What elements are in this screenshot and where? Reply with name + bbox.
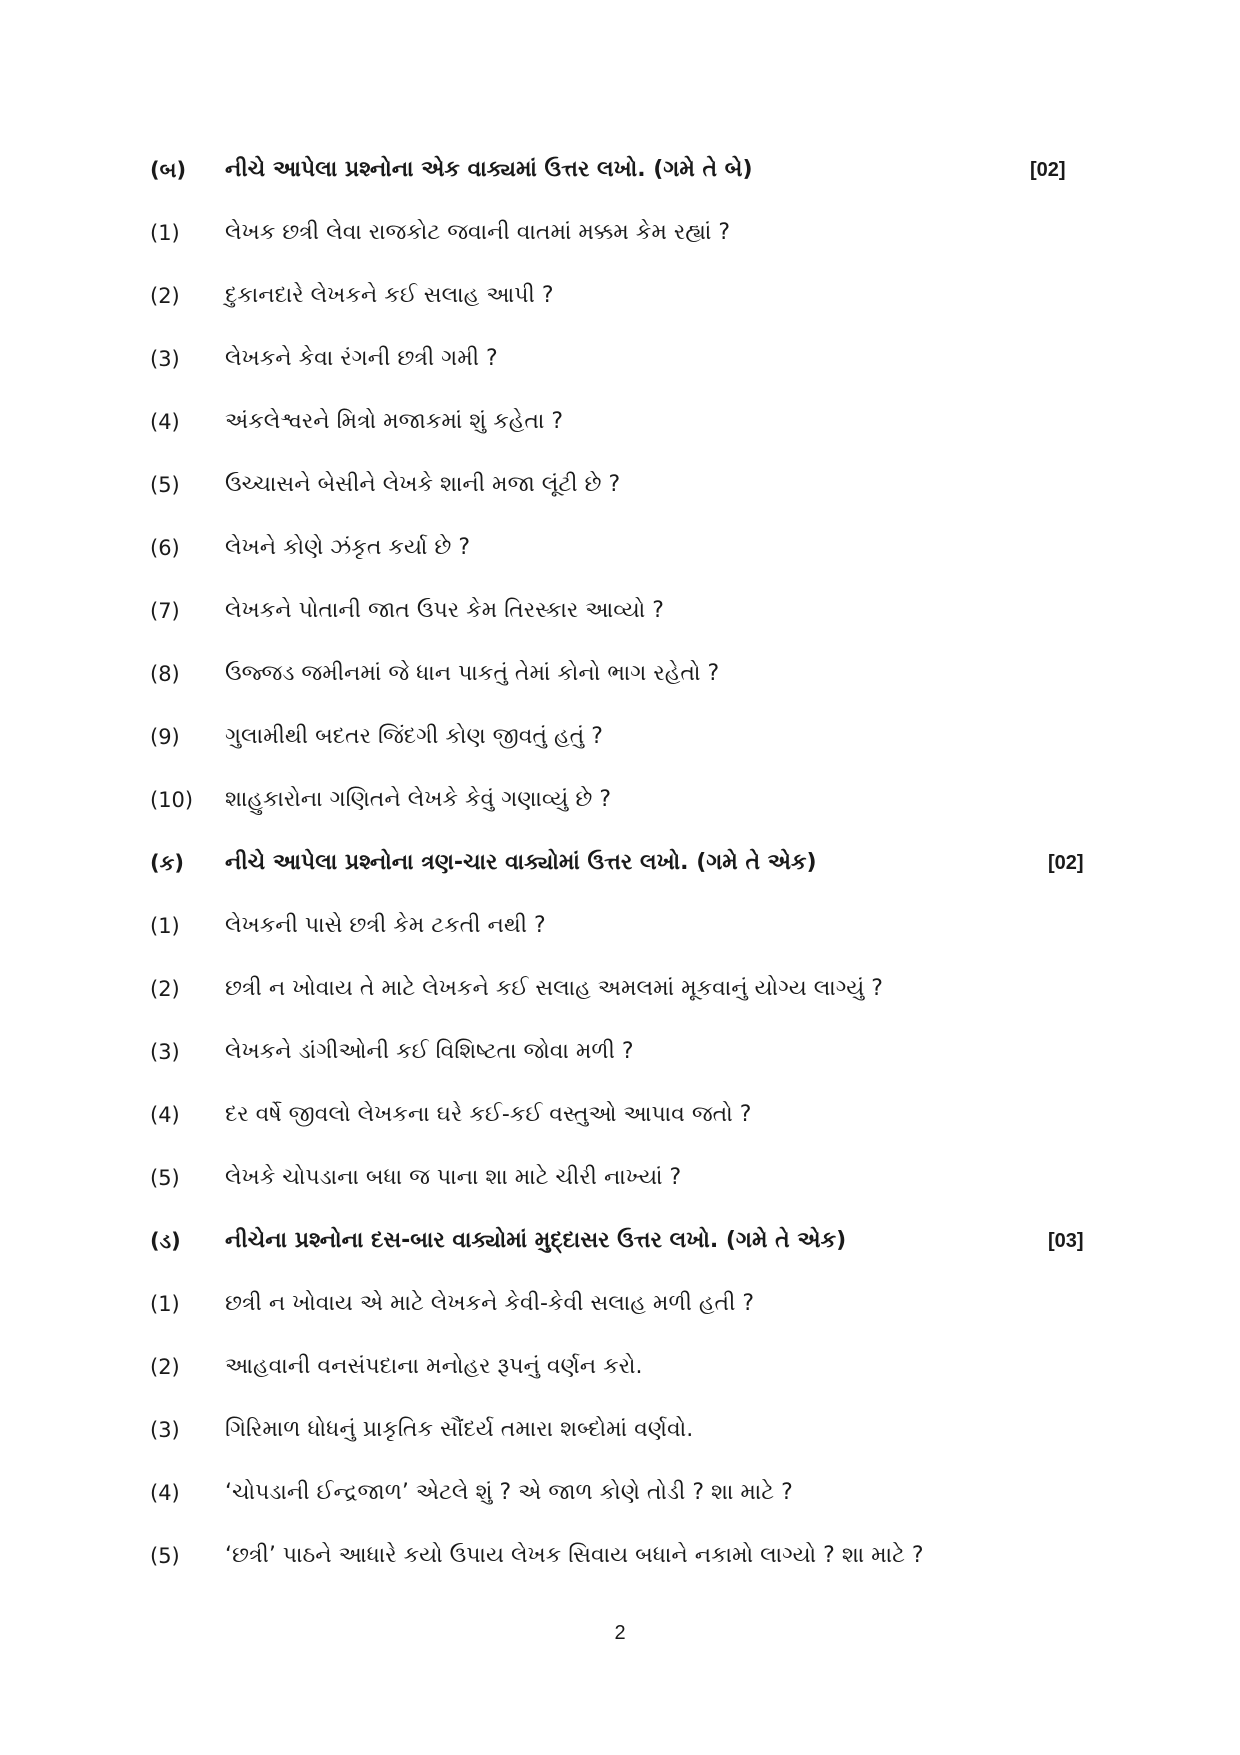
question-number: (2)	[150, 1355, 180, 1379]
question-text: લેખકને કેવા રંગની છત્રી ગમી ?	[225, 346, 498, 371]
question-item	[0, 1536, 1240, 1576]
question-text: લેખકે ચોપડાના બધા જ પાના શા માટે ચીરી નાખ્યાં ?	[225, 1165, 682, 1190]
page-number: 2	[614, 1622, 626, 1644]
question-item	[0, 1473, 1240, 1513]
question-item	[0, 1284, 1240, 1324]
question-number: (5)	[150, 473, 180, 497]
question-number: (1)	[150, 1292, 180, 1316]
section-instruction: નીચે આપેલા પ્રશ્નોના એક વાક્યમાં ઉત્તર લખો. (ગમે તે બે)	[225, 157, 753, 182]
question-number: (6)	[150, 536, 180, 560]
question-item	[0, 969, 1240, 1009]
section-label: (ડ)	[150, 1229, 181, 1253]
question-item	[0, 591, 1240, 631]
question-number: (7)	[150, 599, 180, 623]
section-heading	[0, 1221, 1240, 1261]
question-number: (3)	[150, 1418, 180, 1442]
question-item	[0, 1410, 1240, 1450]
question-item	[0, 402, 1240, 442]
question-text: છત્રી ન ખોવાય તે માટે લેખકને કઈ સલાહ અમલમાં મૂકવાનું યોગ્ય લાગ્યું ?	[225, 976, 883, 1001]
question-item	[0, 276, 1240, 316]
question-item	[0, 654, 1240, 694]
question-item	[0, 717, 1240, 757]
question-number: (10)	[150, 788, 194, 812]
question-text: ઉજ્જડ જમીનમાં જે ધાન પાકતું તેમાં કોનો ભાગ રહેતો ?	[225, 661, 720, 686]
question-item	[0, 1095, 1240, 1135]
section-marks: [03]	[1048, 1230, 1084, 1252]
question-number: (4)	[150, 1103, 180, 1127]
question-number: (3)	[150, 1040, 180, 1064]
section-instruction: નીચે આપેલા પ્રશ્નોના ત્રણ-ચાર વાક્યોમાં ઉત્તર લખો. (ગમે તે એક)	[225, 850, 817, 875]
question-text: લેખક છત્રી લેવા રાજકોટ જવાની વાતમાં મક્કમ કેમ રહ્યાં ?	[225, 220, 731, 245]
section-marks: [02]	[1030, 159, 1066, 181]
question-item	[0, 1347, 1240, 1387]
section-heading	[0, 150, 1240, 190]
question-text: લેખકને ડાંગીઓની કઈ વિશિષ્ટતા જોવા મળી ?	[225, 1039, 634, 1064]
question-item	[0, 780, 1240, 820]
question-number: (5)	[150, 1544, 180, 1568]
question-number: (4)	[150, 410, 180, 434]
section-marks: [02]	[1048, 852, 1084, 874]
question-text: આહવાની વનસંપદાના મનોહર રૂપનું વર્ણન કરો.	[225, 1354, 643, 1379]
question-number: (5)	[150, 1166, 180, 1190]
question-text: લેખકને પોતાની જાત ઉપર કેમ તિરસ્કાર આવ્યો ?	[225, 598, 664, 623]
section-instruction: નીચેના પ્રશ્નોના દસ-બાર વાક્યોમાં મુદ્દાસર ઉત્તર લખો. (ગમે તે એક)	[225, 1228, 847, 1253]
question-text: ઉચ્ચાસને બેસીને લેખકે શાની મજા લૂંટી છે ?	[225, 472, 621, 497]
question-number: (1)	[150, 221, 180, 245]
question-text: લેખકની પાસે છત્રી કેમ ટકતી નથી ?	[225, 913, 546, 938]
question-number: (3)	[150, 347, 180, 371]
section-heading	[0, 843, 1240, 883]
question-text: છત્રી ન ખોવાય એ માટે લેખકને કેવી-કેવી સલાહ મળી હતી ?	[225, 1291, 755, 1316]
question-number: (2)	[150, 284, 180, 308]
question-item	[0, 465, 1240, 505]
question-text: ‘છત્રી’ પાઠને આધારે કયો ઉપાય લેખક સિવાય બધાને નકામો લાગ્યો ? શા માટે ?	[225, 1543, 924, 1568]
question-number: (2)	[150, 977, 180, 1001]
question-item	[0, 1158, 1240, 1198]
question-item	[0, 1032, 1240, 1072]
question-text: શાહુકારોના ગણિતને લેખકે કેવું ગણાવ્યું છે ?	[225, 787, 611, 812]
question-text: અંકલેશ્વરને મિત્રો મજાકમાં શું કહેતા ?	[225, 409, 564, 434]
section-label: (ક)	[150, 851, 185, 875]
question-number: (1)	[150, 914, 180, 938]
question-number: (9)	[150, 725, 180, 749]
question-number: (8)	[150, 662, 180, 686]
question-text: ગિરિમાળ ધોધનું પ્રાકૃતિક સૌંદર્ય તમારા શબ્દોમાં વર્ણવો.	[225, 1417, 694, 1442]
question-item	[0, 528, 1240, 568]
question-item	[0, 339, 1240, 379]
section-label: (બ)	[150, 158, 187, 182]
question-text: દર વર્ષે જીવલો લેખકના ઘરે કઈ-કઈ વસ્તુઓ આપાવ જતો ?	[225, 1102, 752, 1127]
question-item	[0, 213, 1240, 253]
question-text: ગુલામીથી બદતર જિંદગી કોણ જીવતું હતું ?	[225, 724, 603, 749]
question-item	[0, 906, 1240, 946]
question-text: ‘ચોપડાની ઈન્દ્રજાળ’ એટલે શું ? એ જાળ કોણે તોડી ? શા માટે ?	[225, 1480, 793, 1505]
question-text: લેખને કોણે ઝંકૃત કર્યા છે ?	[225, 535, 471, 560]
question-text: દુકાનદારે લેખકને કઈ સલાહ આપી ?	[225, 283, 554, 308]
question-number: (4)	[150, 1481, 180, 1505]
